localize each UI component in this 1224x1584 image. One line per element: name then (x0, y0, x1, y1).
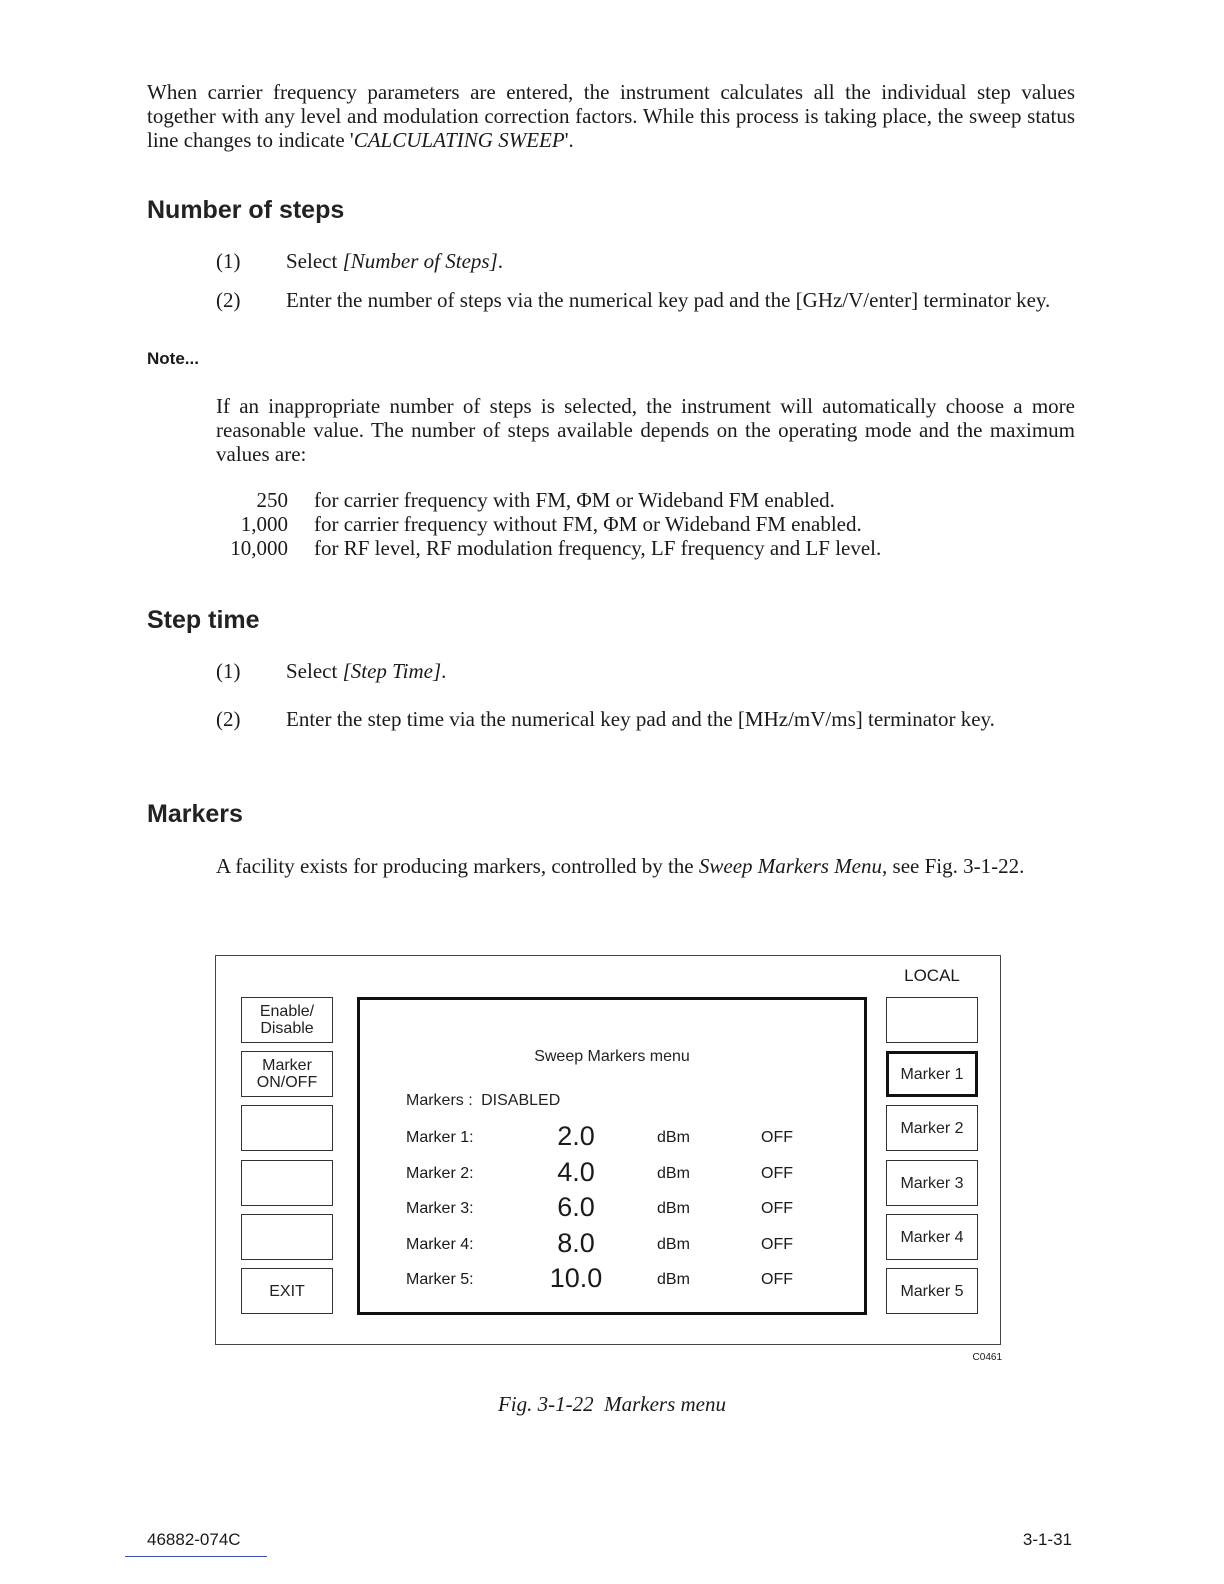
marker-row (360, 1263, 860, 1303)
note-paragraph: If an inappropriate number of steps is selected, the instrument will automatically choose a more reasonable value. The number of steps available depends on the operating mode and the maximum values are: (216, 394, 1075, 466)
marker-value: 10.0 (549, 1263, 603, 1293)
softkey-marker-on-off[interactable]: Marker ON/OFF (241, 1051, 333, 1097)
marker-value: 4.0 (557, 1157, 595, 1187)
doc-number: 46882-074C (147, 1530, 241, 1549)
step-post: . (497, 249, 503, 273)
markers-status (406, 1092, 560, 1110)
softkey-marker-1[interactable]: Marker 1 (886, 1051, 978, 1097)
step-number: (1) (216, 249, 241, 273)
softkey-marker-3[interactable]: Marker 3 (886, 1160, 978, 1206)
display-screen (357, 997, 867, 1315)
figure-caption: Fig. 3-1-22 Markers menu (497, 1392, 727, 1416)
softkey-marker-4[interactable]: Marker 4 (886, 1214, 978, 1260)
marker-label: Marker 5: (406, 1271, 474, 1288)
footer-rule (125, 1556, 267, 1557)
intro-text-end: '. (564, 128, 574, 152)
local-label: LOCAL (904, 966, 960, 985)
sweep-status-text: CALCULATING SWEEP (353, 128, 565, 152)
step-text: Enter the step time via the numerical key pad and the [MHz/mV/ms] terminator key. (286, 707, 995, 731)
marker-unit: dBm (657, 1165, 690, 1182)
step-text (286, 659, 1075, 683)
marker-state: OFF (761, 1236, 793, 1253)
softkey-blank[interactable] (241, 1160, 333, 1206)
marker-unit: dBm (657, 1271, 690, 1288)
intro-text: When carrier frequency parameters are entered, the instrument calculates all the individual step values together with any level and modulation correction factors. While this process is taking place, the sweep status line changes to indicate ' (147, 80, 1075, 152)
softkey-marker-2[interactable]: Marker 2 (886, 1105, 978, 1151)
softkey-enable-disable[interactable]: Enable/ Disable (241, 997, 333, 1043)
heading-markers: Markers (147, 800, 243, 828)
maxima-description: for carrier frequency without FM, ΦM or Wideband FM enabled. (314, 512, 862, 536)
step-text (286, 249, 1075, 273)
marker-label: Marker 1: (406, 1129, 474, 1146)
softkey-marker-5[interactable]: Marker 5 (886, 1268, 978, 1314)
softkey-blank[interactable] (241, 1214, 333, 1260)
figure-code: C0461 (972, 1352, 1002, 1363)
softkey-reference: [Number of Steps] (342, 249, 498, 273)
markers-status-label: Markers : (406, 1092, 473, 1109)
maxima-row (210, 536, 1010, 560)
step-text: Enter the number of steps via the numerical key pad and the [GHz/V/enter] terminator key. (286, 288, 1051, 312)
marker-row (360, 1192, 860, 1232)
maxima-description: for RF level, RF modulation frequency, LF frequency and LF level. (314, 536, 882, 560)
markers-text: A facility exists for producing markers, controlled by the (216, 854, 699, 878)
maxima-value: 10,000 (230, 536, 288, 560)
step-pre: Select (286, 249, 343, 273)
screen-title: Sweep Markers menu (534, 1048, 690, 1065)
softkey-reference: [Step Time] (342, 659, 442, 683)
step-number: (1) (216, 659, 241, 683)
markers-paragraph (147, 854, 1075, 878)
markers-status-value: DISABLED (481, 1092, 561, 1109)
menu-reference: Sweep Markers Menu (698, 854, 883, 878)
step-number: (2) (216, 288, 241, 312)
step-pre: Select (286, 659, 343, 683)
heading-step-time: Step time (147, 606, 260, 634)
marker-label: Marker 4: (406, 1236, 474, 1253)
intro-paragraph (147, 80, 1075, 152)
page-number: 3-1-31 (1022, 1530, 1072, 1549)
heading-number-of-steps: Number of steps (147, 196, 345, 224)
marker-state: OFF (761, 1271, 793, 1288)
marker-unit: dBm (657, 1236, 690, 1253)
maxima-row (210, 512, 1010, 536)
marker-value: 2.0 (557, 1121, 595, 1151)
softkey-exit[interactable]: EXIT (241, 1268, 333, 1314)
maxima-value: 1,000 (240, 512, 288, 536)
step-post: . (441, 659, 447, 683)
marker-state: OFF (761, 1165, 793, 1182)
marker-label: Marker 3: (406, 1200, 474, 1217)
marker-label: Marker 2: (406, 1165, 474, 1182)
maxima-row (210, 488, 1010, 512)
marker-value: 8.0 (557, 1228, 595, 1258)
marker-unit: dBm (657, 1200, 690, 1217)
note-label: Note... (147, 349, 199, 368)
softkey-blank[interactable] (886, 997, 978, 1043)
marker-row (360, 1121, 860, 1161)
maxima-value: 250 (256, 488, 288, 512)
marker-state: OFF (761, 1200, 793, 1217)
marker-value: 6.0 (557, 1192, 595, 1222)
marker-state: OFF (761, 1129, 793, 1146)
marker-unit: dBm (657, 1129, 690, 1146)
softkey-blank[interactable] (241, 1105, 333, 1151)
step-number: (2) (216, 707, 241, 731)
markers-text-end: , see Fig. 3-1-22. (882, 854, 1025, 878)
maxima-description: for carrier frequency with FM, ΦM or Wideband FM enabled. (314, 488, 835, 512)
